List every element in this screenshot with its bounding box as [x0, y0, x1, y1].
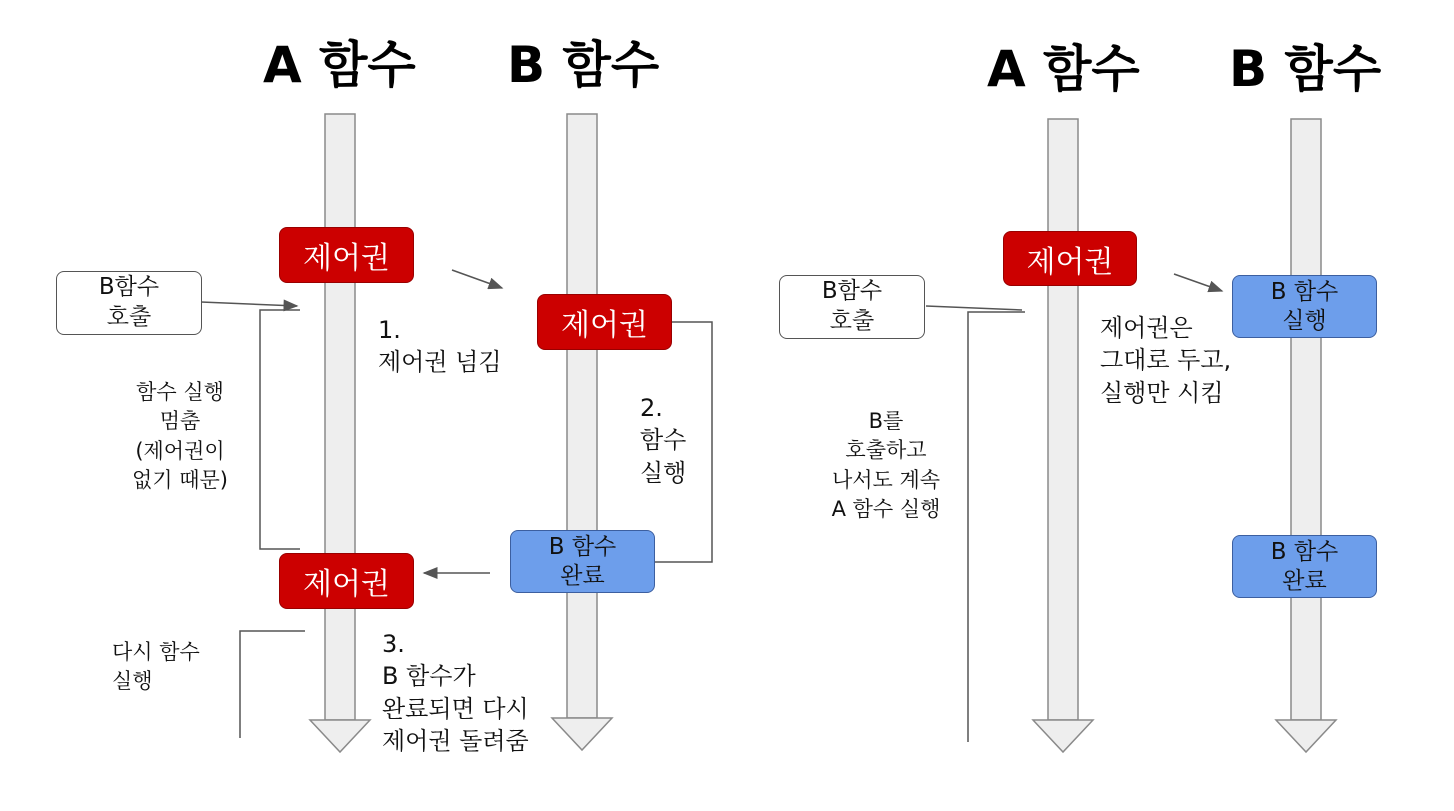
b-run-box-right [1232, 275, 1377, 338]
pause-line-2: 멈춤 [159, 409, 201, 434]
a-function-title-right: A 함수 [987, 40, 1140, 98]
b-complete-box-left [510, 530, 655, 593]
keep-line-3: 실행만 시킴 [1100, 378, 1224, 407]
control-badge-a-start: 제어권 [279, 227, 414, 283]
pause-line-3: (제어권이 [135, 438, 225, 463]
resume-label [112, 638, 200, 697]
keep-control-label [1100, 312, 1231, 409]
step1-label [378, 314, 502, 379]
step2-label [640, 392, 686, 489]
step2-number: 2. [640, 394, 663, 422]
call-b-line-2: 호출 [106, 304, 152, 330]
b-complete-right-line-1: B 함수 [1270, 538, 1339, 565]
step1-text: 제어권 넘김 [378, 348, 502, 377]
continue-line-4: A 함수 실행 [831, 497, 941, 522]
call-b-right-line-1: B함수 [821, 278, 883, 305]
b-function-title-left: B 함수 [507, 36, 660, 94]
step3-line-3: 제어권 돌려줌 [382, 727, 529, 756]
call-b-line-1: B함수 [98, 274, 160, 301]
keep-line-1: 제어권은 [1100, 314, 1193, 342]
a-timeline-right [1033, 119, 1093, 752]
pause-line-1: 함수 실행 [136, 380, 224, 404]
resume-line-1: 다시 함수 [112, 640, 200, 664]
call-arrow-left [201, 302, 297, 306]
b-timeline-right [1276, 119, 1336, 752]
handoff-arrow-left [452, 270, 502, 288]
b-complete-box-right [1232, 535, 1377, 598]
a-function-title-left: A 함수 [263, 36, 416, 94]
resume-bracket [240, 631, 305, 738]
call-b-right-line-2: 호출 [829, 308, 875, 334]
step3-label [382, 628, 529, 758]
call-arrow-right [926, 306, 1022, 310]
step3-number: 3. [382, 630, 405, 658]
keep-line-2: 그대로 두고, [1100, 346, 1232, 375]
pause-line-4: 없기 때문) [131, 468, 228, 493]
step1-number: 1. [378, 316, 401, 344]
continue-line-1: B를 [868, 409, 904, 433]
pause-label [110, 378, 250, 496]
step2-line-1: 함수 [640, 426, 687, 455]
b-run-line-2: 실행 [1282, 307, 1327, 334]
b-function-title-right: B 함수 [1229, 40, 1382, 98]
pause-bracket [260, 310, 300, 549]
control-badge-right: 제어권 [1003, 231, 1137, 286]
b-timeline-left [552, 114, 612, 750]
continue-label [806, 407, 966, 525]
call-b-box-right [779, 275, 925, 339]
call-b-box-left [56, 271, 202, 335]
continue-bracket [968, 312, 1025, 742]
b-complete-line-2: 완료 [560, 562, 605, 589]
step3-line-1: B 함수가 [382, 662, 476, 691]
continue-line-2: 호출하고 [845, 438, 927, 463]
resume-line-2: 실행 [112, 669, 153, 694]
delegate-arrow-right [1174, 274, 1222, 291]
control-badge-a-return: 제어권 [279, 553, 414, 609]
a-timeline-left [310, 114, 370, 752]
b-run-line-1: B 함수 [1270, 278, 1339, 305]
continue-line-3: 나서도 계속 [831, 467, 941, 492]
control-badge-b: 제어권 [537, 294, 672, 350]
b-complete-line-1: B 함수 [548, 533, 617, 560]
step2-line-2: 실행 [640, 458, 687, 487]
step3-line-2: 완료되면 다시 [382, 694, 529, 723]
b-complete-right-line-2: 완료 [1282, 567, 1327, 594]
